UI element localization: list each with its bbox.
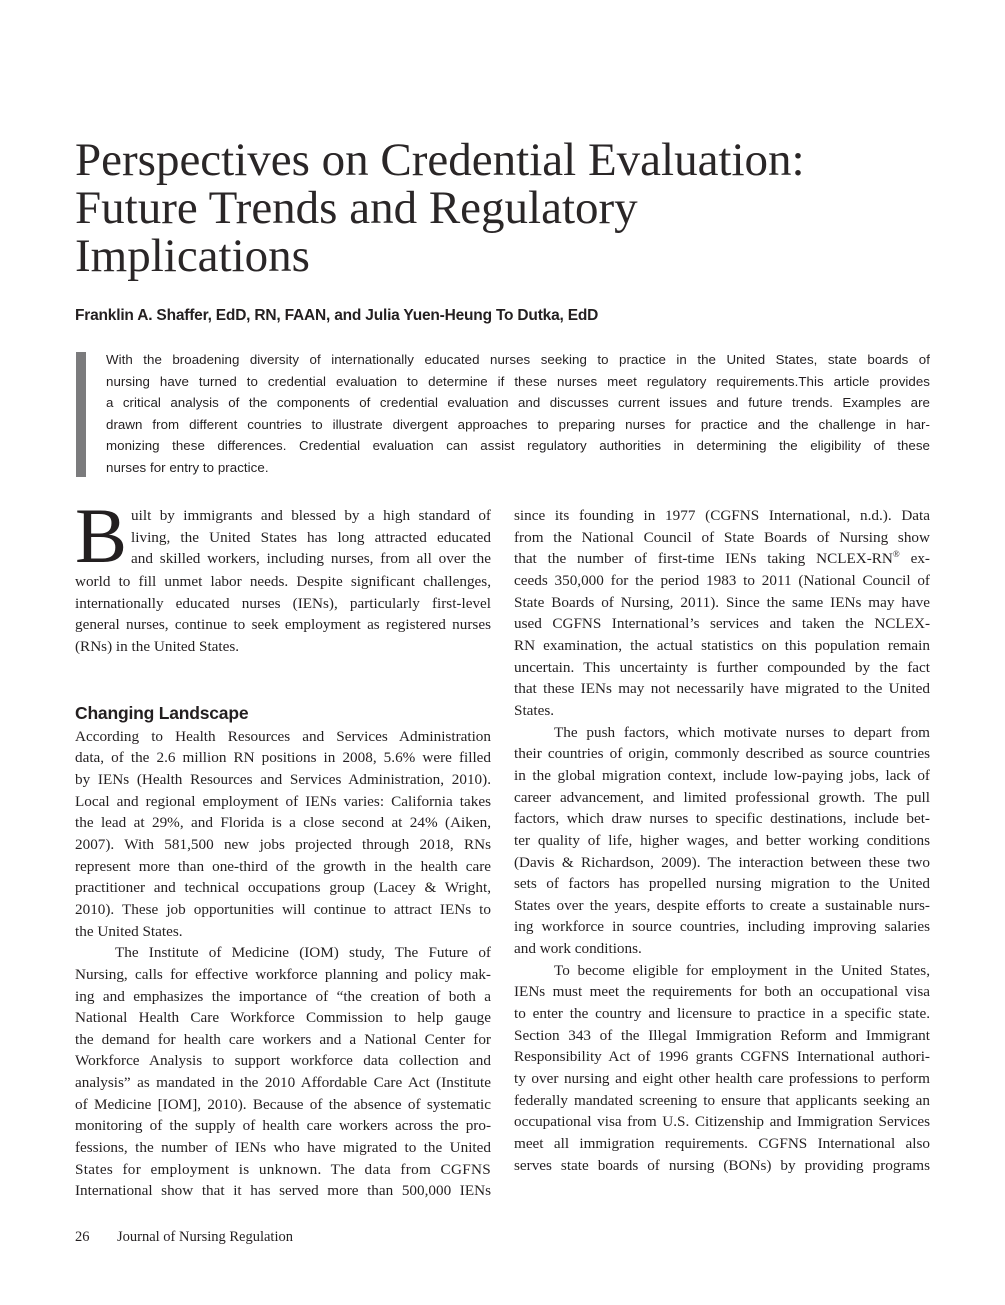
page-footer [75,1227,293,1247]
text-line: and skilled workers, including nurses, from all over the [131,550,491,568]
text-line: in the global migration context, include low-paying jobs, lack of [514,766,930,784]
abstract-line: With the broadening diversity of internationally educated nurses seeking to practice in the United States, state boards of [106,352,930,367]
text-line: Nursing, calls for effective workforce planning and policy mak- [75,965,491,983]
text-line: States for employment is unknown. The data from CGFNS [75,1160,491,1178]
text-line: uilt by immigrants and blessed by a high standard of [131,507,491,524]
article-title [75,136,935,280]
text-line: world to fill unmet labor needs. Despite significant challenges, [75,573,491,590]
text-line: federally mandated screening to ensure that applicants seeking an [514,1091,930,1109]
text-line: International show that it has served more than 500,000 IENs [75,1182,491,1200]
text-line: serves state boards of nursing (BONs) by providing programs [514,1156,930,1174]
text-line: The push factors, which motivate nurses to depart from [554,723,930,741]
drop-cap: B [75,492,128,579]
text-line: the demand for health care workers and a National Center for [75,1030,491,1048]
text-line: to enter the country and licensure to practice in a specific state. [514,1005,930,1023]
paragraph [514,960,930,1177]
text-line: Section 343 of the Illegal Immigration Reform and Immigrant [514,1026,930,1044]
text-line: RN examination, the actual statistics on this population remain [514,636,930,654]
title-line: Perspectives on Credential Evaluation: [75,134,805,186]
abstract-line: a critical analysis of the components of credential evaluation and discusses current issues and future trends. Examples are [106,395,930,411]
text-line: meet all immigration requirements. CGFNS International also [514,1135,930,1153]
text-line: ceeds 350,000 for the period 1983 to 2011 (National Council of [514,571,930,589]
abstract-line: drawn from different countries to illustrate divergent approaches to preparing nurses for practice and the challenge in har- [106,416,930,432]
text-line: IENs must meet the requirements for both an occupational visa [514,983,930,1001]
text-line: living, the United States has long attracted educated [131,528,491,546]
text-line [514,548,930,570]
text-line: and work conditions. [514,940,642,958]
text-line: career advancement, and limited professional growth. The pull [514,788,930,806]
text-line: their countries of origin, commonly described as source countries [514,745,930,763]
text-line: Local and regional employment of IENs varies: California takes [75,792,491,810]
text-line: by IENs (Health Resources and Services Administration, 2010). [75,770,491,788]
text-line: practitioner and technical occupations group (Lacey & Wright, [75,879,491,897]
text-line: represent more than one-third of the growth in the health care [75,857,491,875]
text-line: used CGFNS International’s services and taken the NCLEX- [514,615,930,633]
abstract-line: monizing these differences. Credential evaluation can assist regulatory authorities in determining the eligibility of these [106,438,930,454]
text-line: from the National Council of State Boards of Nursing show [514,528,930,546]
abstract-line: nurses for entry to practice. [106,459,269,475]
text-line: Workforce Analysis to support workforce data collection and [75,1052,491,1070]
text-line: analysis” as mandated in the 2010 Affordable Care Act (Institute [75,1074,491,1092]
text-line: of Medicine [IOM], 2010). Because of the absence of systematic [75,1095,491,1113]
journal-name: Journal of Nursing Regulation [117,1229,293,1245]
body-column-left [75,492,491,1202]
title-line: Implications [75,230,310,282]
page-number: 26 [75,1229,90,1245]
intro-paragraph [75,492,491,658]
text-line: States over the years, despite efforts to create a sustainable nurs- [514,896,930,914]
text-fragment: that the number of first-time IENs taking NCLEX-RN [514,550,893,568]
text-fragment: ex- [899,550,930,568]
text-line: data, of the 2.6 million RN positions in 2008, 5.6% were filled [75,749,491,767]
text-line: uncertain. This uncertainty is further compounded by the fact [514,658,930,676]
registered-mark: ® [892,549,900,560]
text-line: 2007). With 581,500 new jobs projected through 2018, RNs [75,835,491,853]
text-line: ty over nursing and eight other health care professions to perform [514,1070,930,1088]
section-heading: Changing Landscape [75,702,249,723]
text-line: monitoring of the supply of health care workers across the pro- [75,1117,491,1135]
text-line: the United States. [75,922,183,940]
paragraph [75,726,491,943]
text-line: ing workforce in source countries, including improving salaries [514,918,930,936]
text-line: The Institute of Medicine (IOM) study, The Future of [115,944,491,962]
title-line: Future Trends and Regulatory [75,182,638,234]
paragraph [514,722,930,960]
text-line: National Health Care Workforce Commission to help gauge [75,1009,491,1027]
paragraph [514,505,930,722]
text-line: occupational visa from U.S. Citizenship and Immigration Services [514,1113,930,1131]
text-line: since its founding in 1977 (CGFNS International, n.d.). Data [514,507,930,524]
paragraph [75,942,491,1202]
abstract-line: nursing have turned to credential evaluation to determine if these nurses meet regulatory requirements.This article provides [106,373,930,389]
text-line: According to Health Resources and Services Administration [75,727,491,745]
text-line: factors, which draw nurses to specific destinations, include bet- [514,810,930,828]
text-line: States. [514,701,555,719]
text-line: sets of factors has propelled nursing migration to the United [514,875,930,893]
author-byline: Franklin A. Shaffer, EdD, RN, FAAN, and Julia Yuen-Heung To Dutka, EdD [75,307,599,324]
text-line: ing and emphasizes the importance of “the creation of both a [75,987,491,1005]
abstract-accent-bar [76,352,86,477]
text-line: Responsibility Act of 1996 grants CGFNS International authori- [514,1048,930,1066]
text-line: that these IENs may not necessarily have migrated to the United [514,680,930,698]
text-line: general nurses, continue to seek employment as registered nurses [75,616,491,634]
text-line: (RNs) in the United States. [75,637,240,655]
text-line: (Davis & Richardson, 2009). The interaction between these two [514,853,930,871]
text-line: internationally educated nurses (IENs), particularly first-level [75,594,491,612]
body-column-right [514,505,930,1176]
text-line: the lead at 29%, and Florida is a close second at 24% (Aiken, [75,814,491,832]
text-line: fessions, the number of IENs who have migrated to the United [75,1139,491,1157]
text-line: To become eligible for employment in the United States, [554,961,930,979]
text-line: ter quality of life, higher wages, and better working conditions [514,831,930,849]
abstract [106,349,930,479]
text-line: State Boards of Nursing, 2011). Since the same IENs may have [514,593,930,611]
text-line: 2010). These job opportunities will continue to attract IENs to [75,900,491,918]
